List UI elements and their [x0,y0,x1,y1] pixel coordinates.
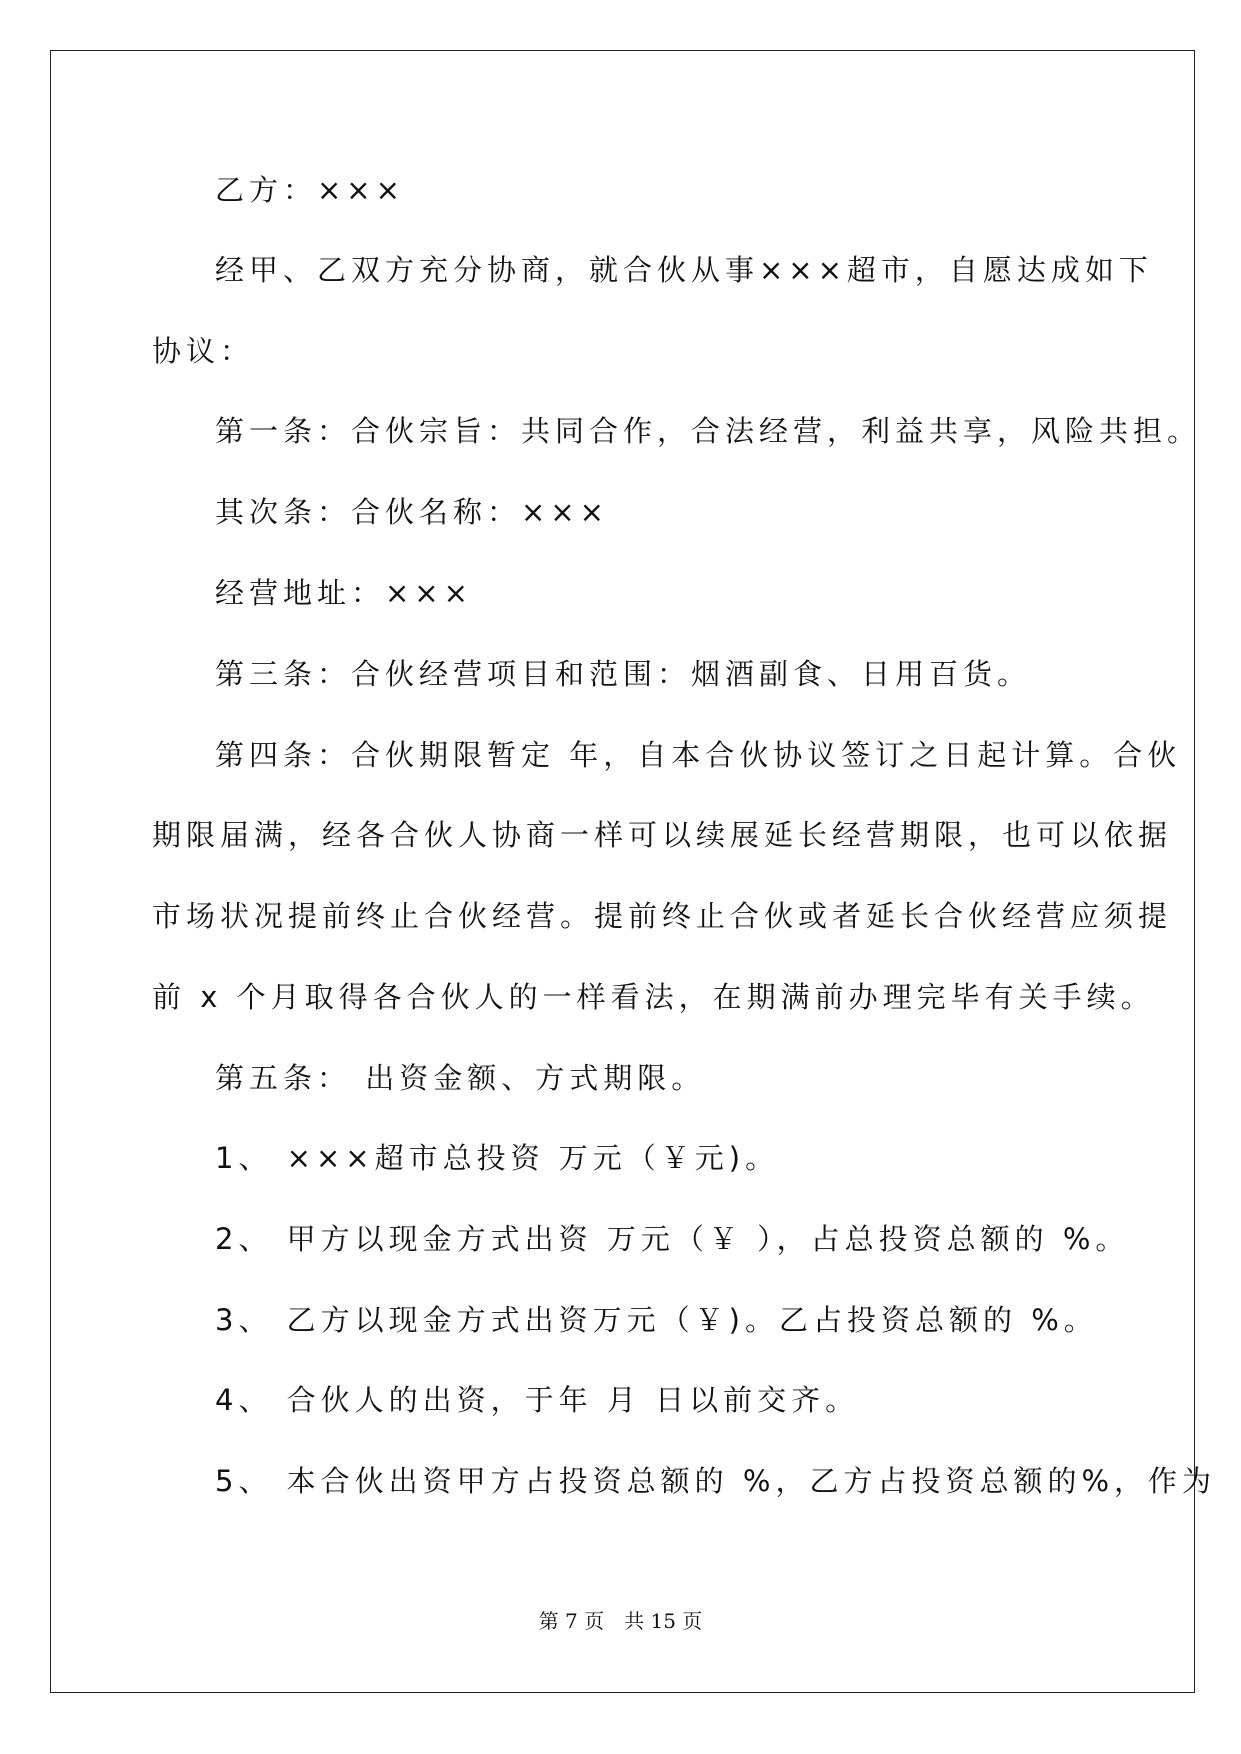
article-4-line-2: 期限届满，经各合伙人协商一样可以续展延长经营期限，也可以依据 [152,818,1173,852]
article-5-item-1: 1、 ×××超市总投资 万元（￥元)。 [215,1141,780,1175]
party-b-line: 乙方：××× [215,173,405,207]
article-4-line-3: 市场状况提前终止合伙经营。提前终止合伙或者延长合伙经营应须提 [152,899,1173,933]
article-5-item-2: 2、 甲方以现金方式出资 万元（￥ ），占总投资总额的 %。 [215,1222,1130,1256]
article-3-line: 第三条：合伙经营项目和范围：烟酒副食、日用百货。 [215,657,1032,691]
preamble-line-1: 经甲、乙双方充分协商，就合伙从事×××超市，自愿达成如下 [215,253,1153,287]
article-1-line: 第一条：合伙宗旨：共同合作，合法经营，利益共享，风险共担。 [215,414,1202,448]
preamble-line-2: 协议： [152,334,255,368]
business-address-line: 经营地址：××× [215,576,473,610]
article-5-item-5: 5、 本合伙出资甲方占投资总额的 %，乙方占投资总额的%，作为 [215,1464,1216,1498]
article-5-item-4: 4、 合伙人的出资，于年 月 日以前交齐。 [215,1383,860,1417]
page-border [50,50,1195,1693]
page-number-footer: 第 7 页 共 15 页 [538,1609,703,1633]
article-5-heading: 第五条： 出资金额、方式期限。 [215,1061,706,1095]
article-4-line-1: 第四条：合伙期限暂定 年，自本合伙协议签订之日起计算。合伙 [215,738,1182,772]
article-2-line: 其次条：合伙名称：××× [215,495,609,529]
article-5-item-3: 3、 乙方以现金方式出资万元（￥)。乙占投资总额的 %。 [215,1303,1098,1337]
article-4-line-4: 前 x 个月取得各合伙人的一样看法，在期满前办理完毕有关手续。 [152,980,1155,1014]
